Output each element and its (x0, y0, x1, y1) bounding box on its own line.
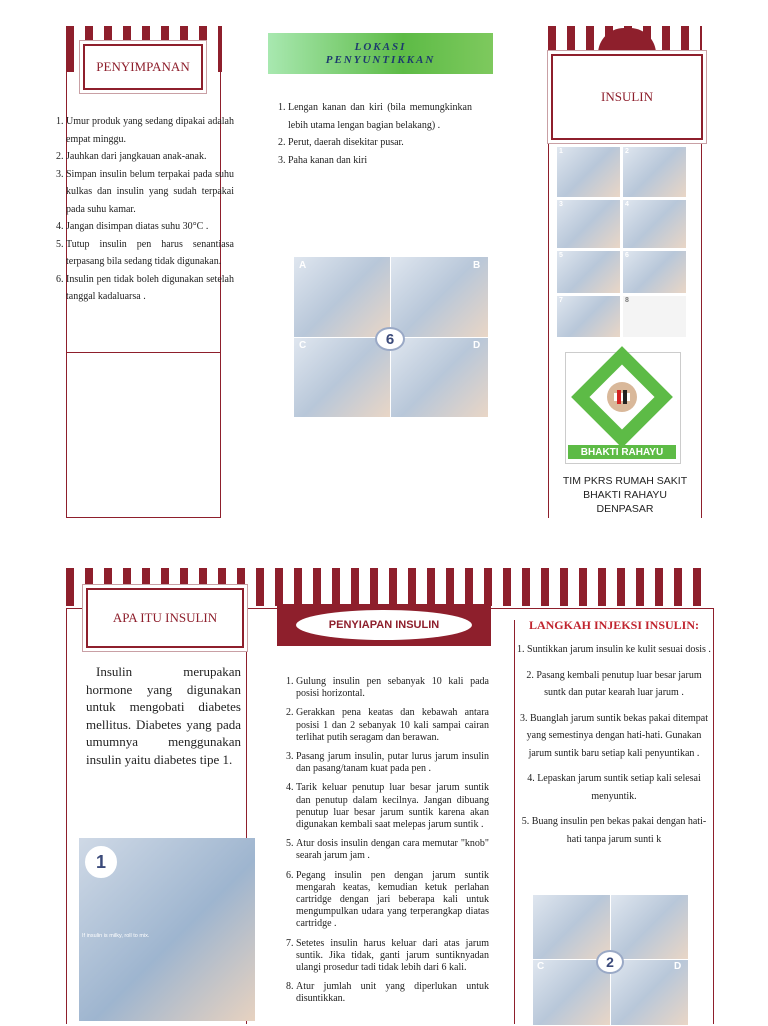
lokasi-list (270, 99, 472, 169)
penyiapan-title-banner: PENYIAPAN INSULIN (277, 604, 491, 646)
step-number-badge: 6 (375, 327, 405, 351)
apa-itu-body: Insulin merupakan hormone yang digunakan untuk mengobati diabetes mellitus. Diabetes yang pada umumnya menggunakan insulin yaitu diabetes tipe 1. (86, 664, 241, 767)
logo-text: BHAKTI RAHAYU (580, 446, 664, 458)
list-item: 7. Setetes insulin harus keluar dari atas jarum suntik. Jika tidak, ganti jarum suntiknyadan ulangi prosedur tadi tidak lebih dari 6 kali. (296, 938, 489, 975)
injection-steps-photo (532, 894, 687, 1024)
apa-itu-title: APA ITU INSULIN (86, 588, 244, 648)
insulin-title: INSULIN (551, 54, 703, 140)
step-number-badge: 1 (85, 846, 117, 878)
list-item: 6. Insulin pen tidak boleh digunakan setelah tanggal kadaluarsa . (66, 271, 234, 306)
list-item: 2. Perut, daerah disekitar pusar. (288, 134, 472, 152)
list-item: 2. Jauhkan dari jangkauan anak-anak. (66, 148, 234, 166)
lokasi-title-banner: LOKASI PENYUNTIKKAN (268, 33, 493, 74)
hospital-logo (565, 352, 681, 464)
list-item: 4. Tarik keluar penutup luar besar jarum suntik dan penutup dalam kecilnya. Jangan dibuang penutup luar besar jarum suntik karena akan digunakan kembali saat melepas jarum suntik . (296, 782, 489, 831)
penyiapan-list (278, 676, 489, 1013)
photo-caption: If insulin is milky, roll to mix. (82, 933, 150, 939)
list-item: 5. Buang insulin pen bekas pakai dengan hati-hati tanpa jarum sunti k (521, 816, 707, 845)
list-item: 8. Atur jumlah unit yang diperlukan untuk disuntikkan. (296, 981, 489, 1005)
list-item: 4. Jangan disimpan diatas suhu 30°C . (66, 218, 234, 236)
insulin-pen-photo (79, 838, 255, 1021)
list-item: 3. Simpan insulin belum terpakai pada suhu kulkas dan insulin yang sudah terpakai pada suhu kamar. (66, 166, 234, 219)
insulin-steps-grid: 1 2 3 4 5 6 7 8 (556, 146, 686, 336)
photo-label: A (299, 260, 307, 271)
team-credit: TIM PKRS RUMAH SAKIT BHAKTI RAHAYU DENPASAR (562, 475, 688, 515)
step-number-badge: 2 (596, 950, 624, 974)
list-item: 1. Suntikkan jarum insulin ke kulit sesuai dosis . (517, 644, 711, 655)
list-item: 2. Pasang kembali penutup luar besar jarum suntk dan putar kearah luar jarum . (526, 669, 702, 698)
list-item: 3. Pasang jarum insulin, putar lurus jarum insulin dan pasang/tanam kuat pada pen . (296, 751, 489, 775)
list-item: 6. Pegang insulin pen dengan jarum suntik mengarah keatas, kemudian ketuk perlahan cartridge dengan jari beberapa kali untuk mengumpulkan udara yang terperangkap diatas cartridge . (296, 870, 489, 931)
list-item: 4. Lepaskan jarum suntik setiap kali selesai menyuntik. (527, 773, 701, 802)
list-item: 3. Paha kanan dan kiri (288, 152, 472, 170)
list-item: 5. Atur dosis insulin dengan cara memutar "knob" searah jarum jam . (296, 838, 489, 862)
list-item: 1. Lengan kanan dan kiri (bila memungkinkan lebih utama lengan bagian belakang) . (288, 99, 472, 134)
photo-label: B (473, 260, 481, 271)
penyimpanan-list (48, 113, 234, 306)
photo-label: D (674, 961, 682, 972)
list-item: 1. Gulung insulin pen sebanyak 10 kali pada posisi horizontal. (296, 676, 489, 700)
langkah-list (516, 641, 712, 856)
photo-label: C (537, 961, 545, 972)
langkah-title: LANGKAH INJEKSI INSULIN: (528, 618, 700, 632)
photo-label: C (299, 340, 307, 351)
list-item: 1. Umur produk yang sedang dipakai adalah empat minggu. (66, 113, 234, 148)
penyimpanan-title: PENYIMPANAN (83, 44, 203, 90)
list-item: 5. Tutup insulin pen harus senantiasa terpasang bila sedang tidak digunakan. (66, 236, 234, 271)
list-item: 3. Buanglah jarum suntik bekas pakai ditempat yang semestinya dengan hati-hati. Gunakan jarum suntik baru setiap kali penyuntikan . (519, 712, 708, 759)
photo-label: D (473, 340, 481, 351)
list-item: 2. Gerakkan pena keatas dan kebawah antara posisi 1 dan 2 sebanyak 10 kali sampai cairan terlihat putih seragam dan berawan. (296, 707, 489, 744)
injection-sites-photo (293, 256, 487, 416)
